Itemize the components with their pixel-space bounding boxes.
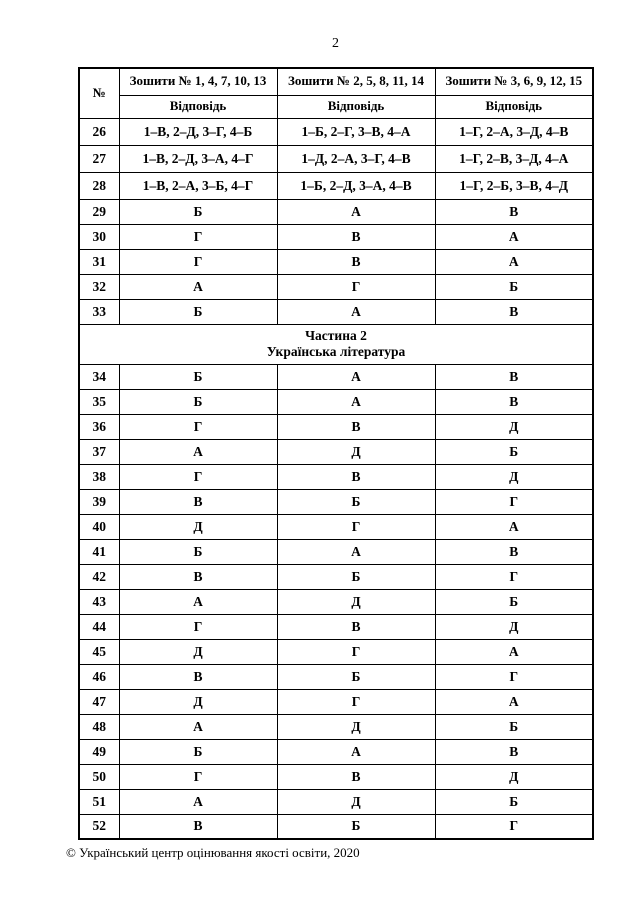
answer-cell: В: [277, 764, 435, 789]
question-number: 40: [79, 514, 119, 539]
answers-tbody: [79, 118, 593, 839]
copyright-footer: © Український центр оцінювання якості освіти, 2020: [66, 845, 360, 860]
answer-cell: А: [277, 364, 435, 389]
answer-cell: Б: [119, 364, 277, 389]
question-number: 50: [79, 764, 119, 789]
question-number: 51: [79, 789, 119, 814]
number-column-header: №: [79, 68, 119, 118]
answer-cell: А: [119, 589, 277, 614]
answer-cell: Д: [435, 764, 593, 789]
answer-cell: Д: [435, 614, 593, 639]
answer-cell: Г: [435, 814, 593, 839]
answer-cell: Г: [119, 764, 277, 789]
answer-cell: 1–Г, 2–А, 3–Д, 4–В: [435, 118, 593, 145]
answer-cell: В: [119, 814, 277, 839]
answer-cell: Д: [277, 789, 435, 814]
answer-cell: В: [277, 614, 435, 639]
answer-cell: Б: [435, 714, 593, 739]
answer-cell: А: [119, 789, 277, 814]
answer-cell: А: [277, 739, 435, 764]
booklet-column-header-3: Зошити № 3, 6, 9, 12, 15: [435, 68, 593, 95]
table-row: [79, 689, 593, 714]
answer-key-table: [78, 67, 594, 840]
answer-cell: Д: [119, 689, 277, 714]
answer-cell: Б: [277, 489, 435, 514]
question-number: 36: [79, 414, 119, 439]
answer-cell: В: [119, 564, 277, 589]
answer-cell: 1–В, 2–Д, 3–Г, 4–Б: [119, 118, 277, 145]
booklet-column-header-2: Зошити № 2, 5, 8, 11, 14: [277, 68, 435, 95]
answer-cell: В: [435, 199, 593, 224]
answer-cell: А: [435, 224, 593, 249]
answer-cell: Г: [119, 614, 277, 639]
question-number: 26: [79, 118, 119, 145]
answer-cell: Д: [435, 464, 593, 489]
table-row: [79, 464, 593, 489]
question-number: 29: [79, 199, 119, 224]
answer-cell: В: [435, 364, 593, 389]
answer-cell: Б: [277, 664, 435, 689]
section-subtitle: Українська література: [266, 344, 406, 359]
answer-cell: А: [277, 299, 435, 324]
answer-cell: А: [119, 714, 277, 739]
answer-cell: 1–Б, 2–Г, 3–В, 4–А: [277, 118, 435, 145]
answer-cell: 1–Г, 2–В, 3–Д, 4–А: [435, 145, 593, 172]
question-number: 28: [79, 172, 119, 199]
page-number: 2: [332, 36, 339, 51]
question-number: 30: [79, 224, 119, 249]
answer-cell: В: [435, 739, 593, 764]
table-row: [79, 274, 593, 299]
table-row: [79, 764, 593, 789]
answer-cell: В: [435, 539, 593, 564]
question-number: 35: [79, 389, 119, 414]
answer-cell: А: [277, 539, 435, 564]
table-row: [79, 364, 593, 389]
table-row: [79, 789, 593, 814]
answer-subheader-3: Відповідь: [435, 95, 593, 118]
answer-cell: А: [435, 514, 593, 539]
answer-cell: В: [277, 249, 435, 274]
question-number: 47: [79, 689, 119, 714]
answer-cell: А: [277, 389, 435, 414]
answer-cell: А: [435, 249, 593, 274]
table-row: [79, 714, 593, 739]
table-row: [79, 224, 593, 249]
answer-cell: Д: [277, 714, 435, 739]
question-number: 44: [79, 614, 119, 639]
answer-subheader-2: Відповідь: [277, 95, 435, 118]
question-number: 38: [79, 464, 119, 489]
table-row: [79, 439, 593, 464]
question-number: 49: [79, 739, 119, 764]
table-row: [79, 514, 593, 539]
answer-cell: Б: [277, 814, 435, 839]
answer-cell: 1–Б, 2–Д, 3–А, 4–В: [277, 172, 435, 199]
answer-cell: Д: [277, 439, 435, 464]
question-number: 43: [79, 589, 119, 614]
answer-cell: Г: [435, 489, 593, 514]
answer-cell: А: [435, 639, 593, 664]
answer-cell: Б: [277, 564, 435, 589]
answer-cell: Д: [119, 639, 277, 664]
answer-cell: Д: [435, 414, 593, 439]
answer-subheader-1: Відповідь: [119, 95, 277, 118]
question-number: 52: [79, 814, 119, 839]
table-row: [79, 489, 593, 514]
answer-cell: Г: [435, 564, 593, 589]
question-number: 39: [79, 489, 119, 514]
answer-cell: Г: [277, 274, 435, 299]
booklet-column-header-1: Зошити № 1, 4, 7, 10, 13: [119, 68, 277, 95]
table-row: [79, 389, 593, 414]
header-row-answer: [79, 95, 593, 118]
table-row: [79, 299, 593, 324]
answer-cell: Б: [435, 589, 593, 614]
answer-cell: Б: [119, 299, 277, 324]
answer-cell: А: [119, 274, 277, 299]
question-number: 33: [79, 299, 119, 324]
answer-cell: Б: [119, 199, 277, 224]
header-row-booklets: [79, 68, 593, 95]
answer-cell: 1–Д, 2–А, 3–Г, 4–В: [277, 145, 435, 172]
answer-cell: В: [277, 464, 435, 489]
table-row: [79, 589, 593, 614]
answer-cell: В: [119, 664, 277, 689]
answer-cell: А: [435, 689, 593, 714]
section-title: Частина 2: [305, 328, 367, 344]
answer-cell: 1–Г, 2–Б, 3–В, 4–Д: [435, 172, 593, 199]
table-row: [79, 118, 593, 145]
question-number: 27: [79, 145, 119, 172]
question-number: 42: [79, 564, 119, 589]
answer-cell: А: [119, 439, 277, 464]
question-number: 32: [79, 274, 119, 299]
table-row: [79, 614, 593, 639]
table-row: [79, 145, 593, 172]
answer-cell: Б: [119, 539, 277, 564]
answer-cell: Б: [119, 389, 277, 414]
answer-cell: Г: [435, 664, 593, 689]
table-row: [79, 172, 593, 199]
table-row: [79, 539, 593, 564]
question-number: 45: [79, 639, 119, 664]
section-header: [79, 324, 593, 364]
answer-cell: В: [435, 299, 593, 324]
table-row: [79, 739, 593, 764]
table-row: [79, 249, 593, 274]
table-row: [79, 199, 593, 224]
answer-cell: Б: [435, 789, 593, 814]
answer-cell: Г: [119, 249, 277, 274]
answer-cell: Г: [119, 224, 277, 249]
question-number: 48: [79, 714, 119, 739]
answer-cell: Г: [277, 639, 435, 664]
answer-cell: Б: [435, 274, 593, 299]
answer-cell: Б: [435, 439, 593, 464]
answer-cell: Д: [277, 589, 435, 614]
question-number: 41: [79, 539, 119, 564]
answer-cell: А: [277, 199, 435, 224]
answer-cell: 1–В, 2–А, 3–Б, 4–Г: [119, 172, 277, 199]
answer-cell: В: [435, 389, 593, 414]
question-number: 31: [79, 249, 119, 274]
answer-cell: В: [277, 224, 435, 249]
table-row: [79, 564, 593, 589]
answer-cell: Г: [119, 414, 277, 439]
answer-cell: Г: [119, 464, 277, 489]
question-number: 37: [79, 439, 119, 464]
table-row: [79, 664, 593, 689]
answer-cell: Г: [277, 689, 435, 714]
table-row: [79, 639, 593, 664]
question-number: 34: [79, 364, 119, 389]
answer-cell: 1–В, 2–Д, 3–А, 4–Г: [119, 145, 277, 172]
table-row: [79, 414, 593, 439]
answer-cell: В: [119, 489, 277, 514]
answer-cell: Д: [119, 514, 277, 539]
answer-cell: Б: [119, 739, 277, 764]
table-row: [79, 814, 593, 839]
answer-cell: Г: [277, 514, 435, 539]
answer-cell: В: [277, 414, 435, 439]
section-row: [79, 324, 593, 364]
question-number: 46: [79, 664, 119, 689]
